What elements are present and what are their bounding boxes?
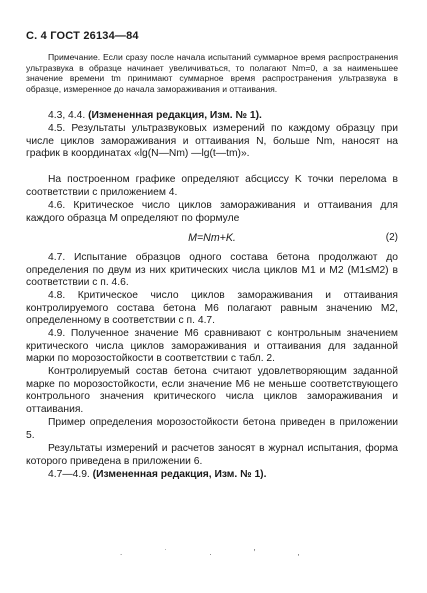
paragraph-number: 4.3, 4.4. xyxy=(48,110,86,121)
formula-expression: M=Nm+K. xyxy=(188,232,236,244)
amendment-note: (Измененная редакция, Изм. № 1). xyxy=(92,469,267,480)
formula-number: (2) xyxy=(385,232,398,243)
paragraph-4-5-continued: На построенном графике определяют абсциссу K точки перелома в соответствии с приложением 4. xyxy=(26,174,398,198)
paragraph-number: 4.7—4.9. xyxy=(48,469,90,480)
paragraph-4-3-4-4 xyxy=(26,110,398,123)
page-header: С. 4 ГОСТ 26134—84 xyxy=(26,30,139,42)
note-paragraph: Примечание. Если сразу после начала испытаний суммарное время распространения ультразвука в образце начинает увеличиваться, то полагают Nm=0, а за наименьшее значение времени tm принимают суммарное время распространения ультразвука в образце, измеренное до начала замораживания и оттаивания. xyxy=(26,52,398,94)
paragraph-4-8: 4.8. Критическое число циклов замораживания и оттаивания контролируемого состава бетона M6 полагают равным значению M2, определенному в соответствии с п. 4.7. xyxy=(26,290,398,327)
paragraph-4-9-acceptance: Контролируемый состав бетона считают удовлетворяющим заданной марке по морозостойкости, если значение M6 не меньше соответствующего контрольного значения критического числа циклов замораживания и оттаивания. xyxy=(26,366,398,415)
paragraph-results: Результаты измерений и расчетов заносят в журнал испытания, форма которого приведена в приложении 6. xyxy=(26,443,398,467)
paragraph-4-9: 4.9. Полученное значение M6 сравнивают с контрольным значением критического числа циклов замораживания и оттаивания для заданной марки по морозостойкости в соответствии с табл. 2. xyxy=(26,328,398,365)
paragraph-4-7-4-9 xyxy=(26,469,398,482)
paragraph-4-6: 4.6. Критическое число циклов замораживания и оттаивания для каждого образца M определяют по формуле xyxy=(26,200,398,224)
paragraph-example: Пример определения морозостойкости бетона приведен в приложении 5. xyxy=(26,417,398,441)
paragraph-4-7: 4.7. Испытание образцов одного состава бетона продолжают до определения по двум из них критических числа циклов M1 и M2 (M1≤M2) в соответствии с п. 4.6. xyxy=(26,252,398,289)
scan-specks: . ˙ . ′ , xyxy=(120,548,320,557)
amendment-note: (Измененная редакция, Изм. № 1). xyxy=(88,110,262,121)
formula-2 xyxy=(26,232,398,245)
paragraph-4-5: 4.5. Результаты ультразвуковых измерений по каждому образцу при числе циклов замораживания и оттаивания N, больше Nm, наносят на график в координатах «lg(N—Nm) —lg(t—tm)». xyxy=(26,123,398,160)
